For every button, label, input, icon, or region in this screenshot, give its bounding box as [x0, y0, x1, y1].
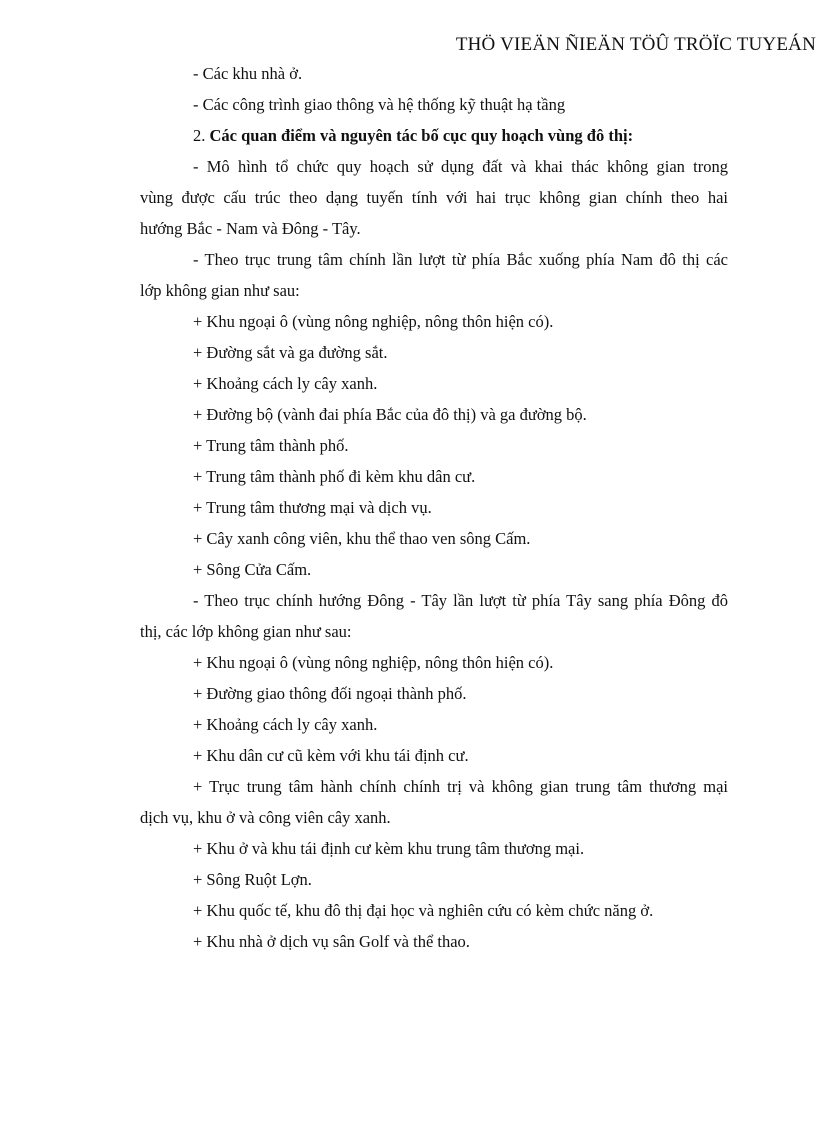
list-item: + Khu ngoại ô (vùng nông nghiệp, nông thôn hiện có).	[193, 653, 554, 672]
list-item: + Khoảng cách ly cây xanh.	[193, 374, 378, 393]
list-item: + Cây xanh công viên, khu thể thao ven sông Cấm.	[193, 529, 531, 548]
section-heading	[140, 120, 728, 151]
document-body	[140, 58, 728, 957]
text-line: - Mô hình tổ chức quy hoạch sử dụng đất và khai thác không gian trong	[193, 157, 728, 176]
section-number: 2.	[193, 126, 206, 145]
text-line: vùng được cấu trúc theo dạng tuyến tính với hai trục không gian chính theo hai	[140, 188, 728, 207]
list-item: + Trung tâm thành phố đi kèm khu dân cư.	[193, 467, 476, 486]
list-item: + Đường sắt và ga đường sắt.	[193, 343, 388, 362]
section-title: Các quan điểm và nguyên tác bố cục quy hoạch vùng đô thị:	[209, 126, 634, 145]
list-item: + Khu dân cư cũ kèm với khu tái định cư.	[193, 746, 469, 765]
list-item: + Trung tâm thương mại và dịch vụ.	[193, 498, 432, 517]
text-line: - Các công trình giao thông và hệ thống kỹ thuật hạ tầng	[193, 95, 566, 114]
text-line: lớp không gian như sau:	[140, 281, 300, 300]
text-line: dịch vụ, khu ở và công viên cây xanh.	[140, 808, 391, 827]
list-item: + Khu ngoại ô (vùng nông nghiệp, nông thôn hiện có).	[193, 312, 554, 331]
list-item: + Sông Ruột Lợn.	[193, 870, 312, 889]
page-header: THÖ VIEÄN ÑIEÄN TÖÛ TRÖÏC TUYEÁN	[455, 34, 816, 55]
list-item: + Khu nhà ở dịch vụ sân Golf và thể thao.	[193, 932, 470, 951]
text-line: - Theo trục trung tâm chính lần lượt từ phía Bắc xuống phía Nam đô thị các	[193, 250, 728, 269]
text-line: - Theo trục chính hướng Đông - Tây lần lượt từ phía Tây sang phía Đông đô	[193, 591, 728, 610]
list-item: + Trục trung tâm hành chính chính trị và không gian trung tâm thương mại	[193, 777, 728, 796]
list-item: + Khoảng cách ly cây xanh.	[193, 715, 378, 734]
list-item: + Đường bộ (vành đai phía Bắc của đô thị) và ga đường bộ.	[193, 405, 587, 424]
text-line: hướng Bắc - Nam và Đông - Tây.	[140, 219, 361, 238]
text-line: - Các khu nhà ở.	[193, 64, 303, 83]
list-item: + Đường giao thông đối ngoại thành phố.	[193, 684, 467, 703]
list-item: + Khu quốc tế, khu đô thị đại học và nghiên cứu có kèm chức năng ở.	[193, 901, 654, 920]
text-line: thị, các lớp không gian như sau:	[140, 622, 352, 641]
list-item: + Trung tâm thành phố.	[193, 436, 349, 455]
list-item: + Khu ở và khu tái định cư kèm khu trung tâm thương mại.	[193, 839, 585, 858]
list-item: + Sông Cửa Cấm.	[193, 560, 312, 579]
